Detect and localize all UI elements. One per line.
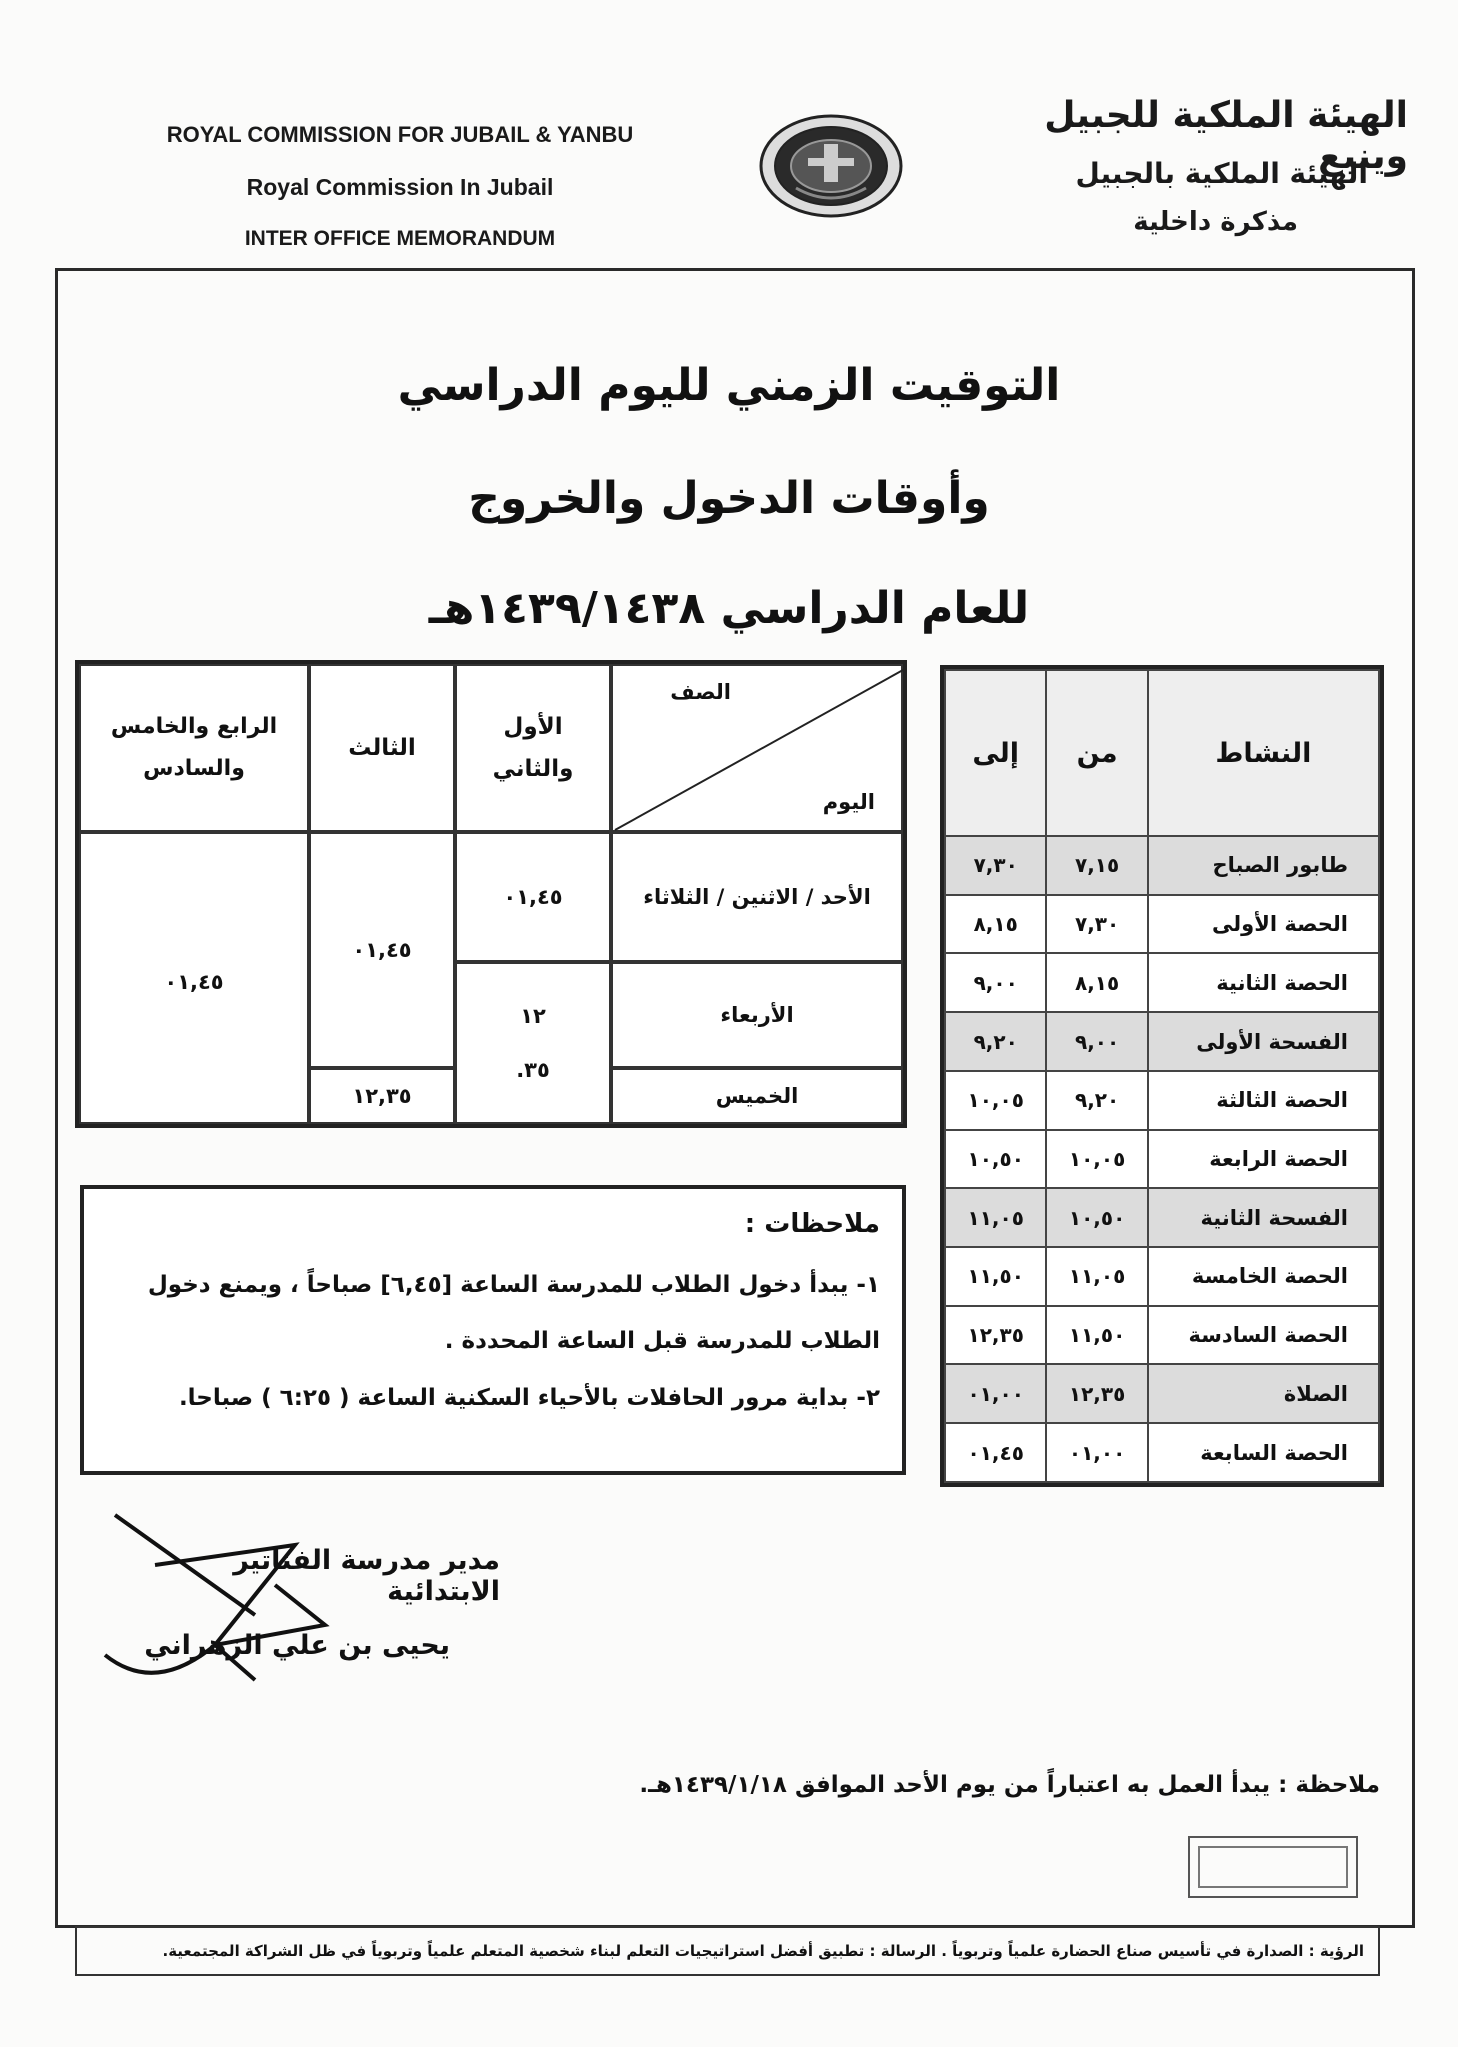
exit-times-table [75,660,907,1128]
schedule-table [940,665,1384,1487]
grade-1-2-header: الأول والثاني [455,664,611,832]
schedule-to: ١٠,٠٥ [945,1071,1046,1130]
royal-commission-seal-icon [756,112,906,220]
notes-heading: ملاحظات : [744,1209,880,1239]
schedule-to: ٩,٢٠ [945,1012,1046,1071]
note-item-2: ٢- بداية مرور الحافلات بالأحياء السكنية الساعة ( ٦:٢٥ ) صباحا. [178,1385,880,1411]
schedule-row [945,1071,1379,1130]
schedule-from: ٠١,٠٠ [1046,1423,1147,1482]
schedule-row [945,836,1379,895]
header-en-line2: Royal Commission In Jubail [246,174,554,200]
schedule-row [945,1188,1379,1247]
corner-day-label: اليوم [822,790,875,814]
schedule-activity: طابور الصباح [1148,836,1379,895]
g3-thu-time: ١٢,٣٥ [309,1068,455,1124]
schedule-activity: الفسحة الأولى [1148,1012,1379,1071]
schedule-to: ١١,٠٥ [945,1188,1046,1247]
notes-box [80,1185,906,1475]
title-line2: وأوقات الدخول والخروج [468,473,990,524]
header-ar-line3: مذكرة داخلية [1133,207,1298,237]
header-activity: النشاط [1148,670,1379,836]
header-from: من [1046,670,1147,836]
schedule-from: ١٠,٠٥ [1046,1130,1147,1189]
header-ar-line1: الهيئة الملكية للجبيل وينبع [1044,95,1408,177]
schedule-to: ١١,٥٠ [945,1247,1046,1306]
corner-cell [611,664,903,832]
g12-sun-tue-time: ٠١,٤٥ [455,832,611,962]
effective-date-note: ملاحظة : يبدأ العمل به اعتباراً من يوم الأحد الموافق ١٤٣٩/١/١٨هـ. [639,1772,1380,1798]
vision-mission-footer: الرؤية : الصدارة في تأسيس صناع الحضارة علمياً وتربوياً . الرسالة : تطبيق أفضل استراتيجيات التعلم لبناء شخصية المتعلم علمياً وتربوياً في ظل الشراكة المجتمعية. [75,1926,1380,1976]
g12-wed-time: ١٢ [520,1004,546,1028]
office-stamp [1188,1836,1358,1898]
header-ar-line2: الهيئة الملكية بالجبيل [1075,157,1368,190]
schedule-from: ٩,٠٠ [1046,1012,1147,1071]
g3-sun-wed-time: ٠١,٤٥ [309,832,455,1068]
header-en-line3: INTER OFFICE MEMORANDUM [244,227,556,250]
schedule-from: ٩,٢٠ [1046,1071,1147,1130]
schedule-from: ١٠,٥٠ [1046,1188,1147,1247]
signature-name: يحيى بن علي الزهراني [144,1630,450,1661]
schedule-row [945,1012,1379,1071]
schedule-from: ٧,٣٠ [1046,895,1147,954]
schedule-to: ٨,١٥ [945,895,1046,954]
schedule-to: ١٢,٣٥ [945,1306,1046,1365]
schedule-row [945,1423,1379,1482]
schedule-from: ٧,١٥ [1046,836,1147,895]
corner-grade-label: الصف [670,680,731,704]
header-en-line1: ROYAL COMMISSION FOR JUBAIL & YANBU [166,122,634,147]
grade-4-6-header: الرابع والخامس والسادس [79,664,309,832]
schedule-row [945,895,1379,954]
english-header [120,115,680,271]
schedule-to: ٧,٣٠ [945,836,1046,895]
header-to: إلى [945,670,1046,836]
g12-wed-thu-cell [455,962,611,1124]
schedule-from: ٨,١٥ [1046,953,1147,1012]
schedule-row [945,953,1379,1012]
schedule-activity: الصلاة [1148,1364,1379,1423]
schedule-to: ١٠,٥٠ [945,1130,1046,1189]
schedule-activity: الحصة السادسة [1148,1306,1379,1365]
schedule-from: ١٢,٣٥ [1046,1364,1147,1423]
schedule-activity: الحصة الثانية [1148,953,1379,1012]
day-thu: الخميس [611,1068,903,1124]
title-line1: التوقيت الزمني لليوم الدراسي [397,360,1061,411]
schedule-activity: الحصة السابعة [1148,1423,1379,1482]
signature-title: مدير مدرسة الفناتير الابتدائية [233,1545,500,1607]
schedule-activity: الحصة الأولى [1148,895,1379,954]
schedule-body [945,836,1379,1482]
g46-all-time: ٠١,٤٥ [79,832,309,1124]
schedule-activity: الحصة الخامسة [1148,1247,1379,1306]
note-item-1: ١- يبدأ دخول الطلاب للمدرسة الساعة [٦,٤٥] صباحاً ، ويمنع دخول الطلاب للمدرسة قبل الساعة المحددة . [147,1272,880,1354]
schedule-row [945,1247,1379,1306]
day-wed: الأربعاء [611,962,903,1068]
grade-3-header: الثالث [309,664,455,832]
schedule-to: ٠١,٤٥ [945,1423,1046,1482]
arabic-header [988,95,1408,247]
stamp-inner-box [1198,1846,1348,1888]
schedule-from: ١١,٥٠ [1046,1306,1147,1365]
schedule-to: ٩,٠٠ [945,953,1046,1012]
schedule-activity: الحصة الرابعة [1148,1130,1379,1189]
schedule-row [945,1130,1379,1189]
g12-thu-time: ٣٥. [516,1058,550,1082]
title-line3: للعام الدراسي ١٤٣٩/١٤٣٨هـ [428,583,1030,634]
schedule-from: ١١,٠٥ [1046,1247,1147,1306]
schedule-row [945,1306,1379,1365]
schedule-row [945,1364,1379,1423]
day-sun-tue: الأحد / الاثنين / الثلاثاء [611,832,903,962]
schedule-activity: الحصة الثالثة [1148,1071,1379,1130]
schedule-to: ٠١,٠٠ [945,1364,1046,1423]
schedule-activity: الفسحة الثانية [1148,1188,1379,1247]
